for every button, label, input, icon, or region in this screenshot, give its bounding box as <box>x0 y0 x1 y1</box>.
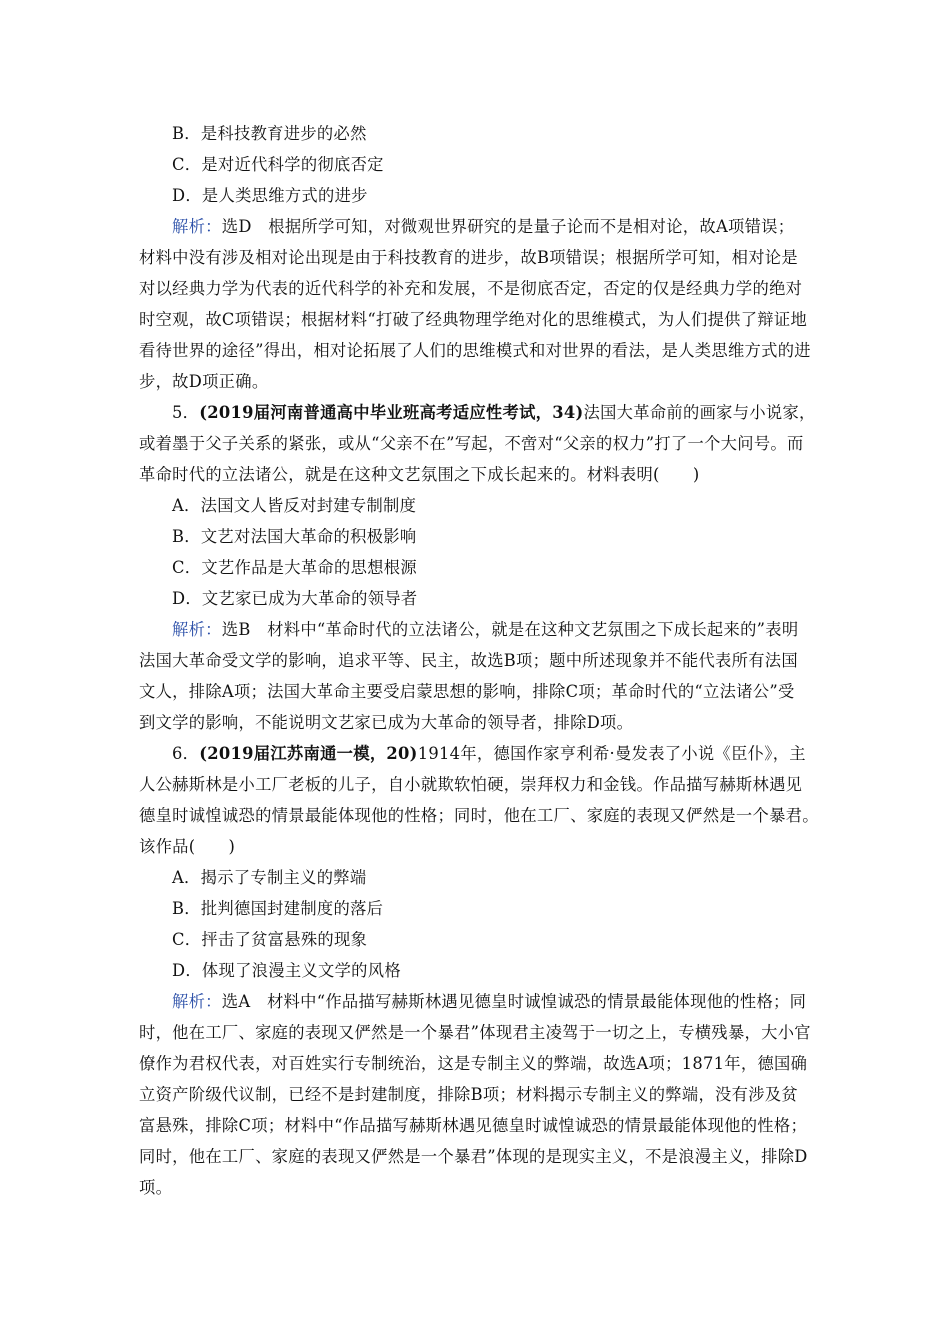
q6-option-d: D．体现了浪漫主义文学的风格 <box>172 961 401 980</box>
q6-source: (2019届江苏南通一模，20) <box>199 744 418 763</box>
q4-analysis-line: 材料中没有涉及相对论出现是由于科技教育的进步，故B项错误；根据所学可知，相对论是 <box>139 248 798 267</box>
q6-stem-first-line <box>139 738 829 769</box>
q5-option-c: C．文艺作品是大革命的思想根源 <box>172 558 417 577</box>
q5-stem-text: 法国大革命前的画家与小说家， <box>583 403 816 422</box>
q5-option-d: D．文艺家已成为大革命的领导者 <box>172 589 418 608</box>
q4-option-c: C．是对近代科学的彻底否定 <box>172 155 384 174</box>
q4-analysis-first-line <box>139 211 829 242</box>
q4-option-d: D．是人类思维方式的进步 <box>172 186 368 205</box>
q6-analysis-line: 富悬殊，排除C项；材料中“作品描写赫斯林遇见德皇时诚惶诚恐的情景最能体现他的性格； <box>139 1116 808 1135</box>
q5-analysis-line: 到文学的影响，不能说明文艺家已成为大革命的领导者，排除D项。 <box>139 713 634 732</box>
document-content <box>139 118 829 1203</box>
q6-analysis-line: 僚作为君权代表，对百姓实行专制统治，这是专制主义的弊端，故选A项；1871年，德国确 <box>139 1054 808 1073</box>
q6-stem-line: 德皇时诚惶诚恐的情景最能体现他的性格；同时，他在工厂、家庭的表现又俨然是一个暴君。 <box>139 806 819 825</box>
q4-option-b: B．是科技教育进步的必然 <box>172 124 367 143</box>
q4-analysis-line: 时空观，故C项错误；根据材料“打破了经典物理学绝对化的思维模式，为人们提供了辩证地 <box>139 310 808 329</box>
q6-analysis-first-line <box>139 986 829 1017</box>
analysis-label: 解析： <box>172 992 222 1011</box>
q5-number: 5． <box>172 403 200 422</box>
q4-analysis-line: 步，故D项正确。 <box>139 372 269 391</box>
q5-stem-line: 或着墨于父子关系的紧张，或从“父亲不在”写起，不啻对“父亲的权力”打了一个大问号。而 <box>139 434 804 453</box>
q6-analysis-line: 立资产阶级代议制，已经不是封建制度，排除B项；材料揭示专制主义的弊端，没有涉及贫 <box>139 1085 798 1104</box>
q6-option-c: C．抨击了贫富悬殊的现象 <box>172 930 368 949</box>
q6-option-b: B．批判德国封建制度的落后 <box>172 899 384 918</box>
q6-analysis-line: 同时，他在工厂、家庭的表现又俨然是一个暴君”体现的是现实主义，不是浪漫主义，排除D <box>139 1147 808 1166</box>
q5-option-b: B．文艺对法国大革命的积极影响 <box>172 527 417 546</box>
q4-analysis-line: 对以经典力学为代表的近代科学的补充和发展，不是彻底否定，否定的仅是经典力学的绝对 <box>139 279 803 298</box>
q6-analysis-text: 选A 材料中“作品描写赫斯林遇见德皇时诚惶诚恐的情景最能体现他的性格；同 <box>221 992 807 1011</box>
q6-number: 6． <box>172 744 200 763</box>
q4-analysis-line: 看待世界的途径”得出，相对论拓展了人们的思维模式和对世界的看法，是人类思维方式的进 <box>139 341 811 360</box>
q5-source: (2019届河南普通高中毕业班高考适应性考试，34) <box>199 403 584 422</box>
analysis-label: 解析： <box>172 620 222 639</box>
q6-stem-line: 人公赫斯林是小工厂老板的儿子，自小就欺软怕硬，崇拜权力和金钱。作品描写赫斯林遇见 <box>139 775 803 794</box>
q5-analysis-first-line <box>139 614 829 645</box>
q4-analysis-text: 选D 根据所学可知，对微观世界研究的是量子论而不是相对论，故A项错误； <box>221 217 795 236</box>
q5-stem-first-line <box>139 397 829 428</box>
q6-option-a: A．揭示了专制主义的弊端 <box>172 868 367 887</box>
q5-stem-line: 革命时代的立法诸公，就是在这种文艺氛围之下成长起来的。材料表明( ) <box>139 465 700 484</box>
q6-analysis-line: 项。 <box>139 1178 173 1197</box>
q6-analysis-line: 时，他在工厂、家庭的表现又俨然是一个暴君”体现君主凌驾于一切之上，专横残暴，大小官 <box>139 1023 811 1042</box>
analysis-label: 解析： <box>172 217 222 236</box>
q5-option-a: A．法国文人皆反对封建专制制度 <box>172 496 417 515</box>
q5-analysis-text: 选B 材料中“革命时代的立法诸公，就是在这种文艺氛围之下成长起来的”表明 <box>221 620 799 639</box>
q6-stem-line: 该作品( ) <box>139 837 236 856</box>
q6-stem-text: 1914年，德国作家亨利希·曼发表了小说《臣仆》，主 <box>417 744 806 763</box>
q5-analysis-line: 文人，排除A项；法国大革命主要受启蒙思想的影响，排除C项；革命时代的“立法诸公”受 <box>139 682 795 701</box>
q5-analysis-line: 法国大革命受文学的影响，追求平等、民主，故选B项；题中所述现象并不能代表所有法国 <box>139 651 798 670</box>
